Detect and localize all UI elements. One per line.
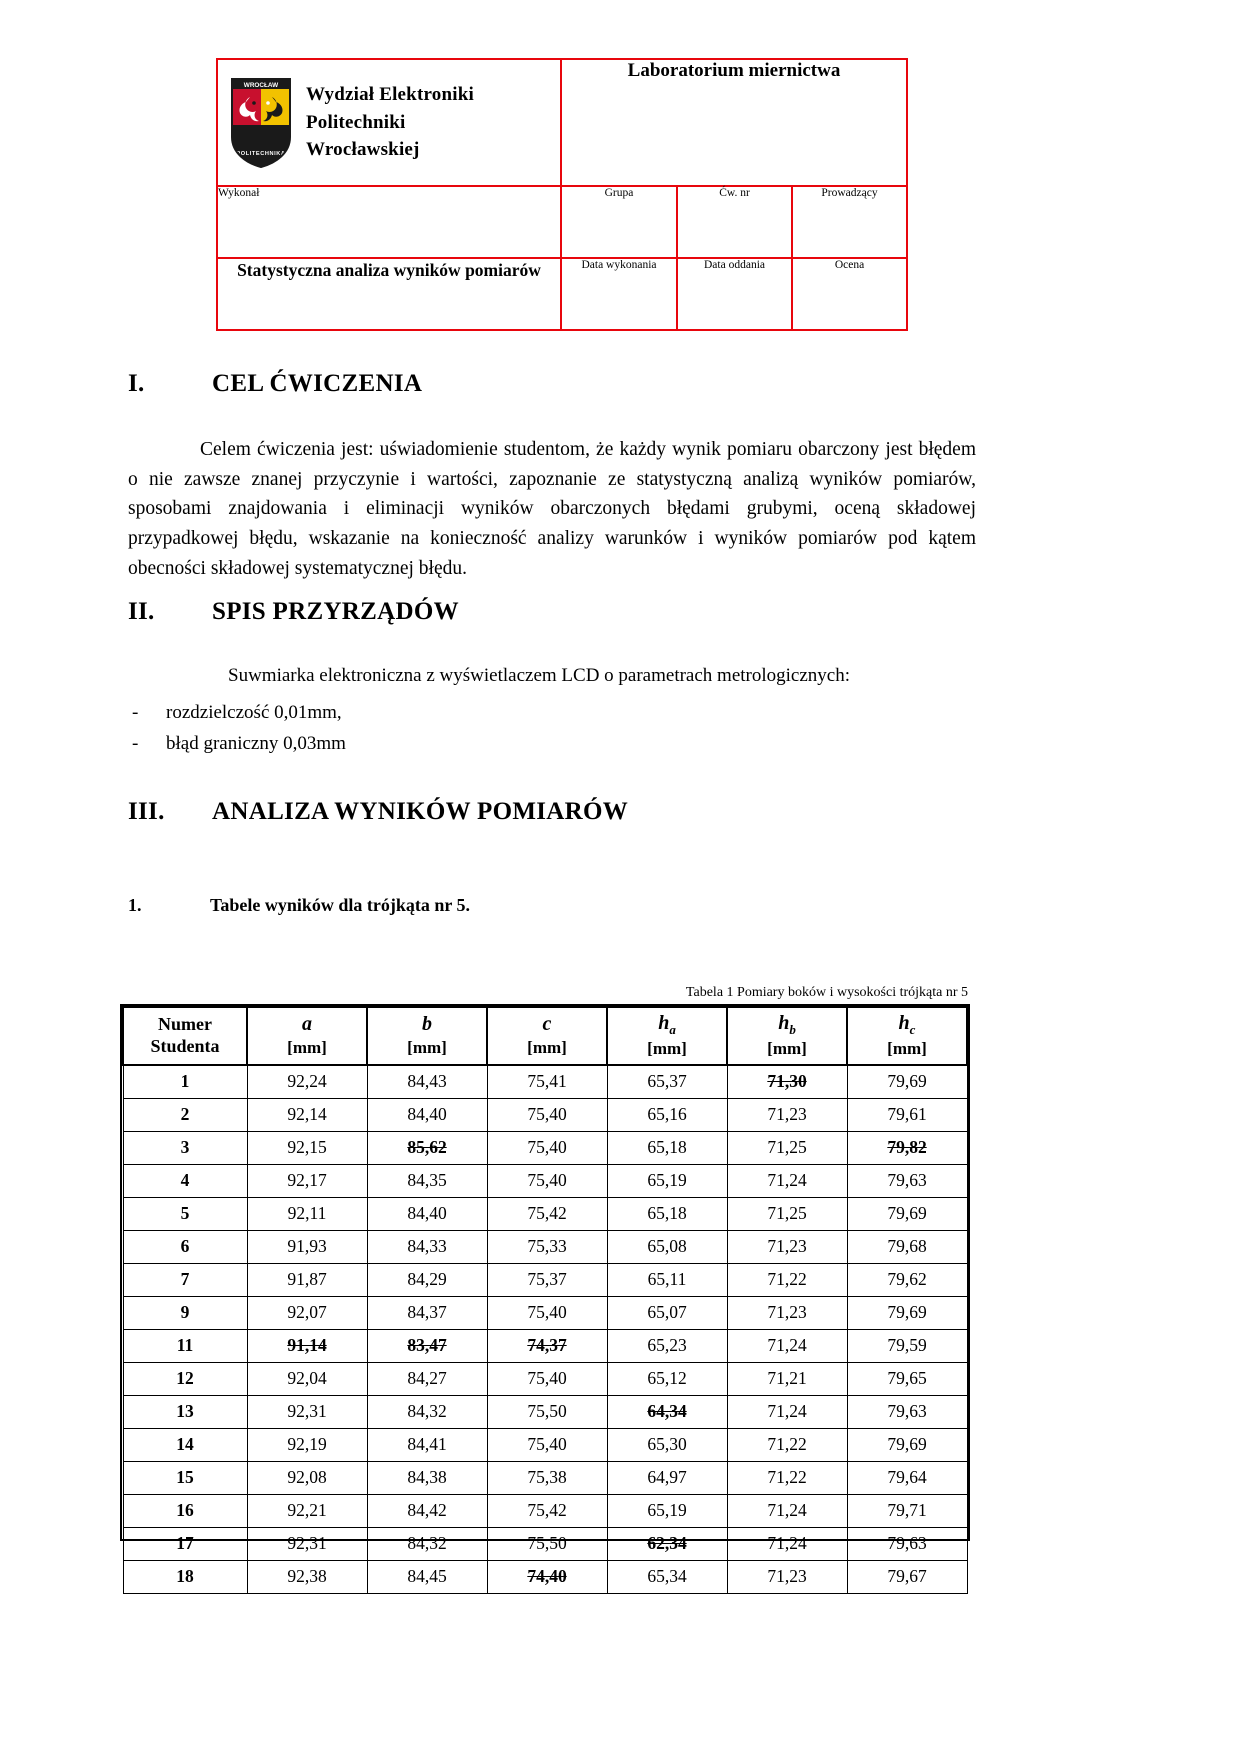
cell-student-number: 14 (123, 1428, 247, 1461)
cell-hc: 79,59 (847, 1329, 967, 1362)
col-hb-symbol: h (778, 1012, 790, 1034)
cell-b (367, 1329, 487, 1362)
table-row (123, 1164, 967, 1197)
struck-value: 83,47 (407, 1334, 447, 1355)
cell-a: 92,11 (247, 1197, 367, 1230)
cell-c (487, 1560, 607, 1593)
cell-a: 92,21 (247, 1494, 367, 1527)
section-heading-3 (128, 798, 628, 826)
cell-b: 84,37 (367, 1296, 487, 1329)
struck-value: 71,30 (767, 1070, 807, 1091)
cell-b: 84,32 (367, 1395, 487, 1428)
cell-b: 84,32 (367, 1527, 487, 1560)
cell-hb: 71,23 (727, 1098, 847, 1131)
cell-hb: 71,25 (727, 1197, 847, 1230)
cell-student-number: 1 (123, 1065, 247, 1099)
cell-hb: 71,23 (727, 1230, 847, 1263)
cell-ha: 65,12 (607, 1362, 727, 1395)
cell-hb: 71,23 (727, 1560, 847, 1593)
cell-b: 84,40 (367, 1098, 487, 1131)
cell-b: 84,33 (367, 1230, 487, 1263)
cell-hc: 79,62 (847, 1263, 967, 1296)
cell-ha: 65,18 (607, 1131, 727, 1164)
cell-hc: 79,63 (847, 1164, 967, 1197)
table-row (123, 1131, 967, 1164)
cell-ha: 65,16 (607, 1098, 727, 1131)
group-field[interactable]: Grupa (561, 186, 677, 258)
col-ha-unit: [mm] (647, 1039, 687, 1059)
date-submitted-field[interactable]: Data oddania (677, 258, 792, 330)
col-ha-subscript: a (669, 1022, 676, 1037)
faculty-line-3: Wrocławskiej (306, 139, 420, 161)
col-ha-symbol: h (658, 1012, 670, 1034)
cell-hb: 71,22 (727, 1461, 847, 1494)
cell-student-number: 13 (123, 1395, 247, 1428)
section-heading-2 (128, 598, 459, 626)
table-row (123, 1362, 967, 1395)
cell-a: 91,87 (247, 1263, 367, 1296)
cell-student-number: 11 (123, 1329, 247, 1362)
subsection-title: Tabele wyników dla trójkąta nr 5. (210, 895, 471, 915)
laboratory-title: Laboratorium miernictwa (561, 59, 907, 186)
cell-b: 84,29 (367, 1263, 487, 1296)
col-header-b (367, 1007, 487, 1065)
cell-hb: 71,24 (727, 1395, 847, 1428)
cell-hc: 79,63 (847, 1527, 967, 1560)
cell-ha: 65,19 (607, 1494, 727, 1527)
cell-c: 75,40 (487, 1098, 607, 1131)
cell-hc: 79,61 (847, 1098, 967, 1131)
col-header-student-line1: Numer (158, 1013, 212, 1034)
cell-hb: 71,21 (727, 1362, 847, 1395)
cell-ha: 65,23 (607, 1329, 727, 1362)
cell-b: 84,41 (367, 1428, 487, 1461)
cell-a: 92,07 (247, 1296, 367, 1329)
cell-b: 84,43 (367, 1065, 487, 1099)
table-row (123, 1329, 967, 1362)
cell-hb: 71,24 (727, 1329, 847, 1362)
col-header-c (487, 1007, 607, 1065)
faculty-name (306, 81, 474, 164)
cell-hc: 79,63 (847, 1395, 967, 1428)
col-b-unit: [mm] (407, 1038, 447, 1058)
struck-value: 85,62 (407, 1136, 447, 1157)
subsection-heading-1 (128, 895, 470, 916)
cell-a: 92,15 (247, 1131, 367, 1164)
list-item-label: rozdzielczość 0,01mm, (166, 702, 342, 723)
cell-a: 92,31 (247, 1395, 367, 1428)
cell-hc: 79,64 (847, 1461, 967, 1494)
struck-value: 91,14 (287, 1334, 327, 1355)
crest-bottom-text: POLITECHNIKA (236, 150, 286, 157)
cell-a: 92,08 (247, 1461, 367, 1494)
subsection-numeral: 1. (128, 895, 142, 915)
dash-bullet-icon: - (132, 702, 139, 723)
cell-student-number: 4 (123, 1164, 247, 1197)
col-a-unit: [mm] (287, 1038, 327, 1058)
cell-hb: 71,22 (727, 1428, 847, 1461)
col-header-a (247, 1007, 367, 1065)
report-title: Statystyczna analiza wyników pomiarów (217, 258, 561, 330)
cell-hb (727, 1065, 847, 1099)
section-3-title: ANALIZA WYNIKÓW POMIARÓW (212, 798, 629, 825)
struck-value: 74,37 (527, 1334, 567, 1355)
cell-hb: 71,22 (727, 1263, 847, 1296)
section-2-numeral: II. (128, 598, 155, 625)
table-row (123, 1263, 967, 1296)
struck-value: 79,82 (887, 1136, 927, 1157)
faculty-line-2: Politechniki (306, 111, 406, 133)
cell-hc (847, 1131, 967, 1164)
cell-c: 75,37 (487, 1263, 607, 1296)
col-header-hc (847, 1007, 967, 1065)
list-item (128, 698, 346, 729)
dash-bullet-icon: - (132, 732, 139, 754)
col-hb-subscript: b (789, 1022, 796, 1037)
cell-a: 92,31 (247, 1527, 367, 1560)
cell-hc: 79,69 (847, 1197, 967, 1230)
cell-student-number: 6 (123, 1230, 247, 1263)
cell-b: 84,35 (367, 1164, 487, 1197)
cell-student-number: 3 (123, 1131, 247, 1164)
cell-hc: 79,69 (847, 1065, 967, 1099)
cell-hb: 71,24 (727, 1494, 847, 1527)
report-header-table (216, 58, 906, 331)
instrument-list (128, 698, 346, 760)
table-row (123, 1395, 967, 1428)
cell-ha (607, 1395, 727, 1428)
cell-hc: 79,65 (847, 1362, 967, 1395)
cell-ha: 65,08 (607, 1230, 727, 1263)
cell-student-number: 2 (123, 1098, 247, 1131)
cell-a: 92,24 (247, 1065, 367, 1099)
cell-hc: 79,71 (847, 1494, 967, 1527)
table-row (123, 1527, 967, 1560)
table-row (123, 1230, 967, 1263)
struck-value: 62,34 (647, 1532, 687, 1553)
cell-a: 92,38 (247, 1560, 367, 1593)
cell-student-number: 5 (123, 1197, 247, 1230)
cell-c: 75,38 (487, 1461, 607, 1494)
table-caption: Tabela 1 Pomiary boków i wysokości trójkąta nr 5 (685, 985, 968, 1000)
cell-ha: 65,30 (607, 1428, 727, 1461)
cell-c: 75,41 (487, 1065, 607, 1099)
date-performed-field[interactable]: Data wykonania (561, 258, 677, 330)
cell-a: 92,14 (247, 1098, 367, 1131)
grade-field[interactable]: Ocena (792, 258, 907, 330)
col-c-symbol: c (542, 1013, 552, 1036)
cell-b: 84,45 (367, 1560, 487, 1593)
table-header-row (123, 1007, 967, 1065)
performed-by-field[interactable]: Wykonał (217, 186, 561, 258)
cell-ha: 64,97 (607, 1461, 727, 1494)
table-row (123, 1428, 967, 1461)
cell-c: 75,42 (487, 1197, 607, 1230)
cell-a: 91,93 (247, 1230, 367, 1263)
section-1-paragraph: Celem ćwiczenia jest: uświadomienie studentom, że każdy wynik pomiaru obarczony jest błędem o nie zawsze znanej przyczynie i wartości, zapoznanie ze statystyczną analizą wyników pomiarów, sposobami znajdowania i eliminacji wyników obarczonych błędami grubymi, oceną składowej przypadkowej błędu, wskazanie na konieczność analizy warunków i wyników pomiarów pod kątem obecności składowej systematycznej błędu. (128, 439, 976, 579)
faculty-line-1: Wydział Elektroniki (306, 84, 474, 106)
crest-top-text: WROCŁAW (243, 81, 279, 89)
struck-value: 64,34 (647, 1400, 687, 1421)
col-hb-unit: [mm] (767, 1039, 807, 1059)
col-header-hb (727, 1007, 847, 1065)
cell-ha: 65,37 (607, 1065, 727, 1099)
table-row (123, 1461, 967, 1494)
cell-ha: 65,11 (607, 1263, 727, 1296)
table-row (123, 1197, 967, 1230)
cell-ha: 65,07 (607, 1296, 727, 1329)
cell-b (367, 1131, 487, 1164)
cell-ha: 65,19 (607, 1164, 727, 1197)
cell-c: 75,42 (487, 1494, 607, 1527)
cell-a: 92,17 (247, 1164, 367, 1197)
cell-student-number: 9 (123, 1296, 247, 1329)
col-hc-unit: [mm] (887, 1039, 927, 1059)
cell-b: 84,27 (367, 1362, 487, 1395)
col-header-student (123, 1007, 247, 1065)
cell-c (487, 1329, 607, 1362)
cell-hc: 79,67 (847, 1560, 967, 1593)
col-header-ha (607, 1007, 727, 1065)
list-item (128, 729, 346, 760)
section-3-numeral: III. (128, 798, 165, 825)
supervisor-field[interactable]: Prowadzący (792, 186, 907, 258)
cell-b: 84,40 (367, 1197, 487, 1230)
cell-ha: 65,34 (607, 1560, 727, 1593)
cell-student-number: 18 (123, 1560, 247, 1593)
cell-c: 75,50 (487, 1395, 607, 1428)
cell-b: 84,42 (367, 1494, 487, 1527)
cell-c: 75,40 (487, 1428, 607, 1461)
table-row (123, 1296, 967, 1329)
cell-hb: 71,23 (727, 1296, 847, 1329)
cell-c: 75,40 (487, 1131, 607, 1164)
cell-a: 92,04 (247, 1362, 367, 1395)
col-hc-subscript: c (909, 1022, 916, 1037)
university-crest-logo (230, 77, 292, 169)
cell-c: 75,40 (487, 1164, 607, 1197)
cell-hb: 71,24 (727, 1527, 847, 1560)
col-a-symbol: a (302, 1013, 312, 1036)
col-header-student-line2: Studenta (150, 1036, 220, 1057)
cell-hc: 79,68 (847, 1230, 967, 1263)
list-item-label: błąd graniczny 0,03mm (166, 732, 346, 754)
measurements-table (122, 1006, 968, 1594)
exercise-number-field[interactable]: Ćw. nr (677, 186, 792, 258)
col-b-symbol: b (422, 1013, 432, 1036)
cell-c: 75,40 (487, 1296, 607, 1329)
table-row (123, 1494, 967, 1527)
cell-hb: 71,24 (727, 1164, 847, 1197)
table-row (123, 1065, 967, 1099)
section-2-title: SPIS PRZYRZĄDÓW (212, 598, 459, 625)
cell-student-number: 7 (123, 1263, 247, 1296)
section-1-title: CEL ĆWICZENIA (212, 370, 423, 397)
struck-value: 74,40 (527, 1565, 567, 1586)
section-1-numeral: I. (128, 370, 145, 397)
instrument-lead-text: Suwmiarka elektroniczna z wyświetlaczem LCD o parametrach metrologicznych: (228, 665, 850, 686)
col-hc-symbol: h (898, 1012, 910, 1034)
cell-hc: 79,69 (847, 1428, 967, 1461)
cell-student-number: 17 (123, 1527, 247, 1560)
cell-c: 75,33 (487, 1230, 607, 1263)
cell-a: 92,19 (247, 1428, 367, 1461)
cell-a (247, 1329, 367, 1362)
cell-b: 84,38 (367, 1461, 487, 1494)
cell-ha: 65,18 (607, 1197, 727, 1230)
cell-hc: 79,69 (847, 1296, 967, 1329)
cell-c: 75,50 (487, 1527, 607, 1560)
section-heading-1 (128, 370, 422, 398)
cell-hb: 71,25 (727, 1131, 847, 1164)
col-c-unit: [mm] (527, 1038, 567, 1058)
table-row (123, 1098, 967, 1131)
table-row (123, 1560, 967, 1593)
cell-student-number: 15 (123, 1461, 247, 1494)
faculty-cell (217, 59, 561, 186)
cell-student-number: 12 (123, 1362, 247, 1395)
cell-c: 75,40 (487, 1362, 607, 1395)
cell-ha (607, 1527, 727, 1560)
cell-student-number: 16 (123, 1494, 247, 1527)
